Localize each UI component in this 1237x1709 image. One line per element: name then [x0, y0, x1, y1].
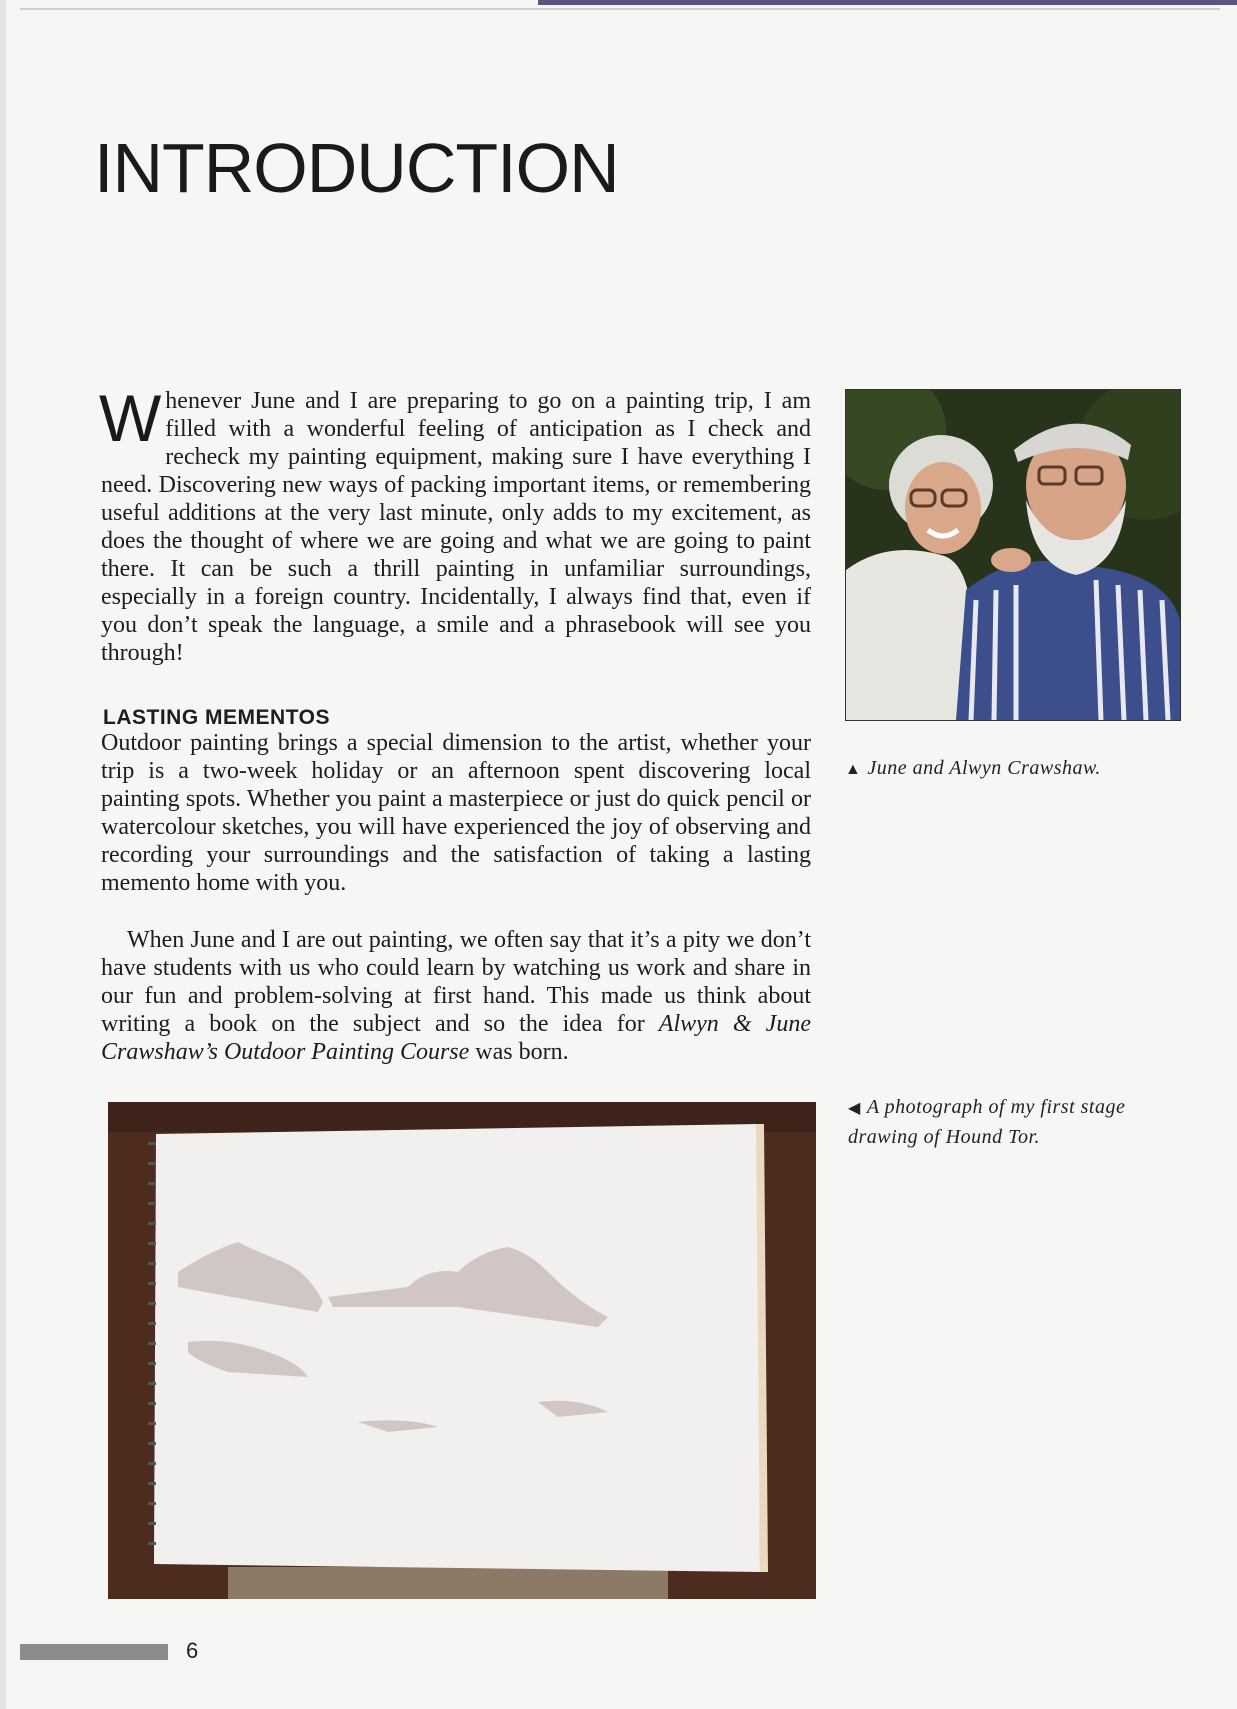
paragraph-2-text-end: was born. [469, 1039, 569, 1065]
sketch-caption [848, 1093, 1188, 1151]
page-number: 6 [186, 1638, 199, 1663]
sketchbook-photo [108, 1102, 816, 1599]
page-title: INTRODUCTION [94, 129, 619, 207]
intro-paragraph [99, 381, 811, 667]
page-edge [0, 0, 6, 1709]
section-heading: LASTING MEMENTOS [103, 706, 330, 729]
sketch-caption-text: A photograph of my first stage drawing of Hound Tor. [848, 1096, 1126, 1148]
portrait-caption [845, 754, 1185, 784]
drop-cap: W [99, 381, 162, 455]
intro-text: henever June and I are preparing to go on a painting trip, I am filled with a wonderful feeling of anticipation as I check and recheck my painting equipment, making sure I have everything I need. Discovering new ways of packing important items, or remembering useful additions at the very last minute, only adds to my excitement, as does the thought of where we are going and what we are going to paint there. It can be such a thrill painting in unfamiliar surroundings, especially in a foreign country. Incidentally, I always find that, even if you don’t speak the language, a smile and a phrasebook will see you through! [101, 388, 811, 666]
section-paragraph-2 [101, 926, 811, 1066]
footer-bar [20, 1644, 168, 1660]
portrait-caption-text: June and Alwyn Crawshaw. [867, 757, 1101, 779]
portrait-photo [845, 389, 1181, 721]
sketchbook-illustration [108, 1102, 816, 1599]
portrait-illustration [846, 390, 1180, 720]
section-paragraph-1: Outdoor painting brings a special dimension to the artist, whether your trip is a two-week holiday or an afternoon spent discovering local painting spots. Whether you paint a masterpiece or just do quick pencil or watercolour sketches, you will have experienced the joy of observing and recording your surroundings and the satisfaction of taking a lasting memento home with you. [101, 730, 811, 896]
top-accent-bar [538, 0, 1237, 5]
left-arrow-icon: ◀ [848, 1100, 861, 1117]
up-arrow-icon: ▲ [845, 761, 862, 778]
paragraph-2-text-start: When June and I are out painting, we often say that it’s a pity we don’t have students with us who could learn by watching us work and share in our fun and problem-solving at first hand. This made us think about writing a book on the subject and so the idea for [101, 927, 811, 1037]
book-title: Alwyn & June Crawshaw’s Outdoor Painting Course [101, 1011, 811, 1065]
top-rule [20, 8, 1220, 10]
